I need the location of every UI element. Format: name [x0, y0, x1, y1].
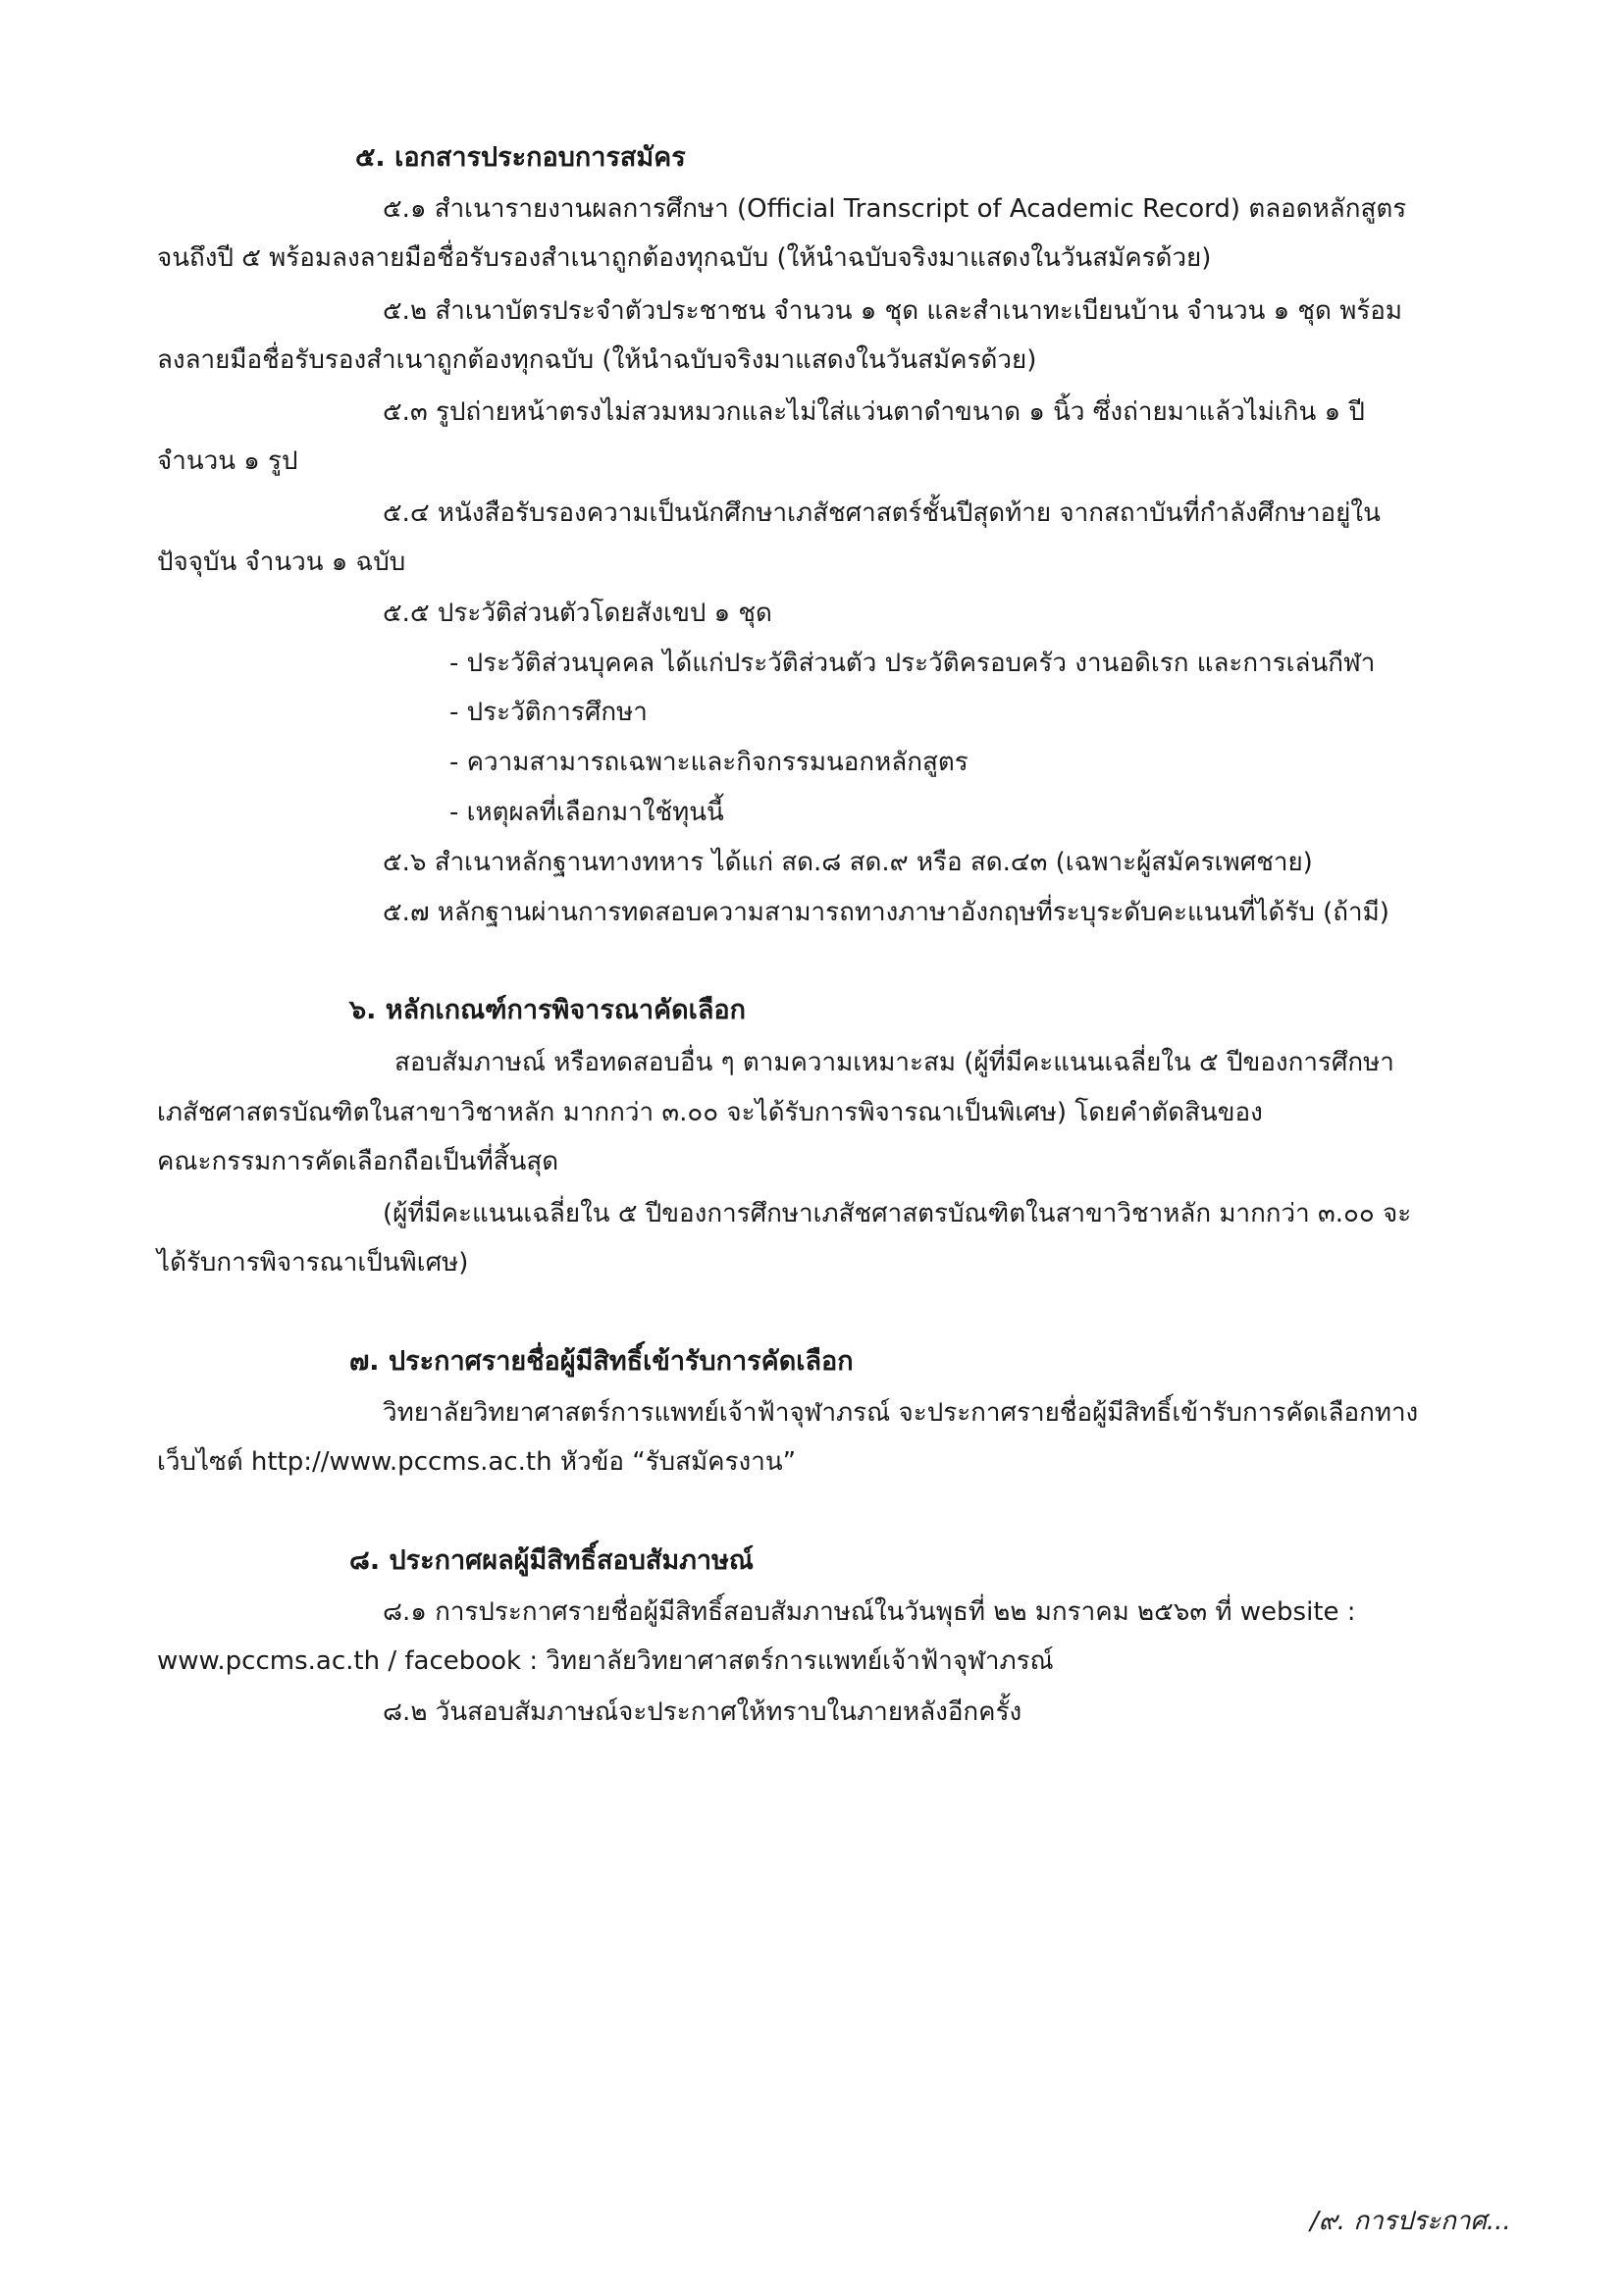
section-5-heading: ๕. เอกสารประกอบการสมัคร	[355, 142, 686, 173]
section-6-para-1-line-2: เภสัชศาสตรบัณฑิตในสาขาวิชาหลัก มากกว่า ๓.๐๐ จะได้รับการพิจารณาเป็นพิเศษ) โดยคำตัดสินของ	[157, 1098, 1263, 1127]
item-5-4-line-2: ปัจจุบัน จำนวน ๑ ฉบับ	[157, 548, 406, 577]
item-8-1-line-2: www.pccms.ac.th / facebook : วิทยาลัยวิทยาศาสตร์การแพทย์เจ้าฟ้าจุฬาภรณ์	[157, 1646, 1054, 1676]
item-5-6: ๕.๖ สำเนาหลักฐานทางทหาร ได้แก่ สด.๘ สด.๙ หรือ สด.๔๓ (เฉพาะผู้สมัครเพศชาย)	[383, 848, 1313, 877]
item-8-1-line-1: ๘.๑ การประกาศรายชื่อผู้มีสิทธิ์สอบสัมภาษณ์ในวันพุธที่ ๒๒ มกราคม ๒๕๖๓ ที่ website :	[383, 1597, 1356, 1627]
item-5-3-line-2: จำนวน ๑ รูป	[157, 446, 298, 476]
item-5-1-line-1: ๕.๑ สำเนารายงานผลการศึกษา (Official Transcript of Academic Record) ตลอดหลักสูตร	[383, 194, 1407, 224]
section-6-para-1-line-3: คณะกรรมการคัดเลือกถือเป็นที่สิ้นสุด	[157, 1147, 559, 1176]
section-7-heading: ๗. ประกาศรายชื่อผู้มีสิทธิ์เข้ารับการคัดเลือก	[349, 1346, 854, 1377]
item-5-4-line-1: ๕.๔ หนังสือรับรองความเป็นนักศึกษาเภสัชศาสตร์ชั้นปีสุดท้าย จากสถาบันที่กำลังศึกษาอยู่ใน	[383, 498, 1381, 528]
item-5-2-line-2: ลงลายมือชื่อรับรองสำเนาถูกต้องทุกฉบับ (ให้นำฉบับจริงมาแสดงในวันสมัครด้วย)	[157, 345, 1037, 375]
section-7-para-line-2: เว็บไซต์ http://www.pccms.ac.th หัวข้อ “รับสมัครงาน”	[157, 1447, 797, 1477]
section-7-para-line-1: วิทยาลัยวิทยาศาสตร์การแพทย์เจ้าฟ้าจุฬาภรณ์ จะประกาศรายชื่อผู้มีสิทธิ์เข้ารับการคัดเลือกทาง	[383, 1398, 1419, 1428]
item-5-1-line-2: จนถึงปี ๕ พร้อมลงลายมือชื่อรับรองสำเนาถูกต้องทุกฉบับ (ให้นำฉบับจริงมาแสดงในวันสมัครด้วย)	[157, 243, 1212, 273]
section-6-para-2-line-2: ได้รับการพิจารณาเป็นพิเศษ)	[157, 1248, 469, 1278]
item-5-5-sub-3: - ความสามารถเฉพาะและกิจกรรมนอกหลักสูตร	[449, 748, 969, 777]
item-5-5-sub-4: - เหตุผลที่เลือกมาใช้ทุนนี้	[449, 798, 724, 827]
item-5-5: ๕.๕ ประวัติส่วนตัวโดยสังเขป ๑ ชุด	[383, 599, 772, 628]
section-6-heading: ๖. หลักเกณฑ์การพิจารณาคัดเลือก	[349, 995, 746, 1025]
section-6-para-1-line-1: สอบสัมภาษณ์ หรือทดสอบอื่น ๆ ตามความเหมาะสม (ผู้ที่มีคะแนนเฉลี่ยใน ๕ ปีของการศึกษา	[394, 1048, 1394, 1077]
section-6-para-2-line-1: (ผู้ที่มีคะแนนเฉลี่ยใน ๕ ปีของการศึกษาเภสัชศาสตรบัณฑิตในสาขาวิชาหลัก มากกว่า ๓.๐๐ จะ	[383, 1199, 1412, 1228]
continuation-footer: /๙. การประกาศ...	[1310, 2207, 1511, 2236]
item-5-7: ๕.๗ หลักฐานผ่านการทดสอบความสามารถทางภาษาอังกฤษที่ระบุระดับคะแนนที่ได้รับ (ถ้ามี)	[383, 898, 1389, 927]
item-8-2: ๘.๒ วันสอบสัมภาษณ์จะประกาศให้ทราบในภายหลังอีกครั้ง	[383, 1697, 1022, 1727]
section-8-heading: ๘. ประกาศผลผู้มีสิทธิ์สอบสัมภาษณ์	[349, 1545, 754, 1576]
item-5-2-line-1: ๕.๒ สำเนาบัตรประจำตัวประชาชน จำนวน ๑ ชุด และสำเนาทะเบียนบ้าน จำนวน ๑ ชุด พร้อม	[383, 296, 1403, 326]
item-5-5-sub-1: - ประวัติส่วนบุคคล ได้แก่ประวัติส่วนตัว ประวัติครอบครัว งานอดิเรก และการเล่นกีฬา	[449, 649, 1376, 678]
item-5-5-sub-2: - ประวัติการศึกษา	[449, 698, 648, 727]
item-5-3-line-1: ๕.๓ รูปถ่ายหน้าตรงไม่สวมหมวกและไม่ใส่แว่นตาดำขนาด ๑ นิ้ว ซึ่งถ่ายมาแล้วไม่เกิน ๑ ปี	[383, 397, 1365, 427]
